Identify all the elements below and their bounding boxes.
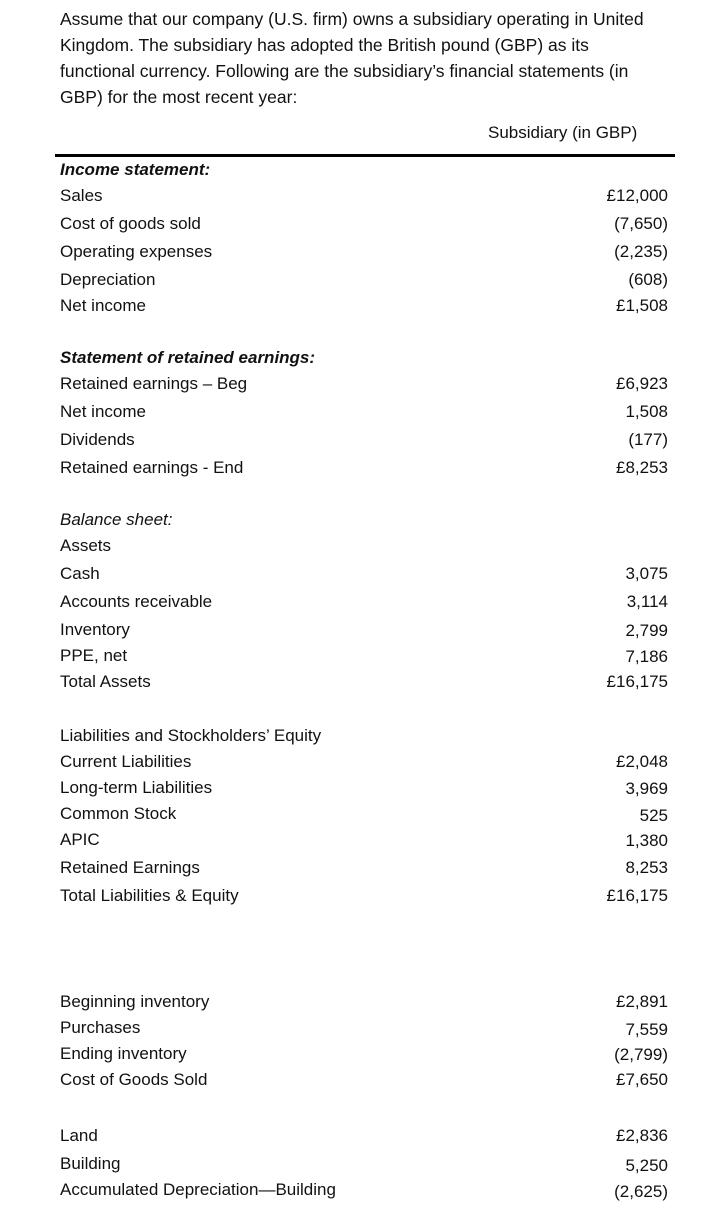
cogs-row-label: Beginning inventory	[60, 992, 210, 1011]
income-row-label: Net income	[60, 296, 146, 315]
re-row-value: £6,923	[616, 374, 668, 393]
asset-row-label: Accounts receivable	[60, 592, 213, 611]
liability-row-label: Current Liabilities	[60, 752, 192, 771]
cogs-row-label: Purchases	[60, 1018, 141, 1037]
balance-sheet-title: Balance sheet:	[60, 510, 173, 529]
header-rule	[55, 154, 675, 157]
retained-earnings-title: Statement of retained earnings:	[60, 348, 316, 367]
income-row-label: Sales	[60, 186, 103, 205]
asset-row-value: £16,175	[606, 672, 668, 691]
ppe-row-label: Accumulated Depreciation—Building	[60, 1180, 336, 1199]
cogs-row-value: £2,891	[616, 992, 668, 1011]
liability-row-value: 3,969	[625, 779, 668, 798]
re-row-label: Retained earnings – Beg	[60, 374, 248, 393]
asset-row-value: 7,186	[625, 647, 668, 666]
income-row-label: Depreciation	[60, 270, 156, 289]
liability-row-label: Total Liabilities & Equity	[60, 886, 239, 905]
income-row-value: (2,235)	[614, 242, 668, 261]
re-row-label: Retained earnings - End	[60, 458, 244, 477]
intro-line: GBP) for the most recent year:	[60, 87, 298, 107]
column-header: Subsidiary (in GBP)	[488, 123, 638, 142]
assets-title: Assets	[60, 536, 112, 555]
cogs-row-label: Cost of Goods Sold	[60, 1070, 208, 1089]
asset-row-label: Inventory	[60, 620, 130, 639]
ppe-row-value: £2,836	[616, 1126, 668, 1145]
re-row-value: 1,508	[625, 402, 668, 421]
cogs-row-value: (2,799)	[614, 1045, 668, 1064]
asset-row-label: PPE, net	[60, 646, 128, 665]
liability-row-value: 8,253	[625, 858, 668, 877]
liability-row-label: Retained Earnings	[60, 858, 200, 877]
ppe-row-label: Building	[60, 1154, 121, 1173]
ppe-row-value: (2,625)	[614, 1182, 668, 1201]
cogs-row-value: £7,650	[616, 1070, 668, 1089]
asset-row-label: Cash	[60, 564, 100, 583]
re-row-value: £8,253	[616, 458, 668, 477]
cogs-row-value: 7,559	[625, 1020, 668, 1039]
income-statement-title: Income statement:	[60, 160, 211, 179]
income-row-label: Operating expenses	[60, 242, 213, 261]
liability-row-value: £16,175	[606, 886, 668, 905]
income-row-value: £1,508	[616, 296, 668, 315]
re-row-label: Net income	[60, 402, 146, 421]
liability-row-label: APIC	[60, 830, 100, 849]
asset-row-label: Total Assets	[60, 672, 151, 691]
intro-line: Assume that our company (U.S. firm) owns a subsidiary operating in United	[60, 9, 644, 29]
liability-row-value: 1,380	[625, 831, 668, 850]
income-row-label: Cost of goods sold	[60, 214, 201, 233]
liability-row-label: Long-term Liabilities	[60, 778, 213, 797]
liability-row-value: £2,048	[616, 752, 668, 771]
asset-row-value: 2,799	[625, 621, 668, 640]
intro-line: Kingdom. The subsidiary has adopted the British pound (GBP) as its	[60, 35, 589, 55]
liabilities-title: Liabilities and Stockholders’ Equity	[60, 726, 322, 745]
intro-paragraph	[60, 6, 670, 110]
liability-row-label: Common Stock	[60, 804, 177, 823]
income-row-value: (7,650)	[614, 214, 668, 233]
intro-line: functional currency. Following are the subsidiary’s financial statements (in	[60, 61, 629, 81]
asset-row-value: 3,075	[625, 564, 668, 583]
cogs-row-label: Ending inventory	[60, 1044, 187, 1063]
liability-row-value: 525	[639, 806, 668, 825]
re-row-label: Dividends	[60, 430, 135, 449]
ppe-row-label: Land	[60, 1126, 98, 1145]
asset-row-value: 3,114	[626, 592, 668, 611]
income-row-value: (608)	[628, 270, 668, 289]
income-row-value: £12,000	[606, 186, 668, 205]
re-row-value: (177)	[628, 430, 668, 449]
ppe-row-value: 5,250	[625, 1156, 668, 1175]
